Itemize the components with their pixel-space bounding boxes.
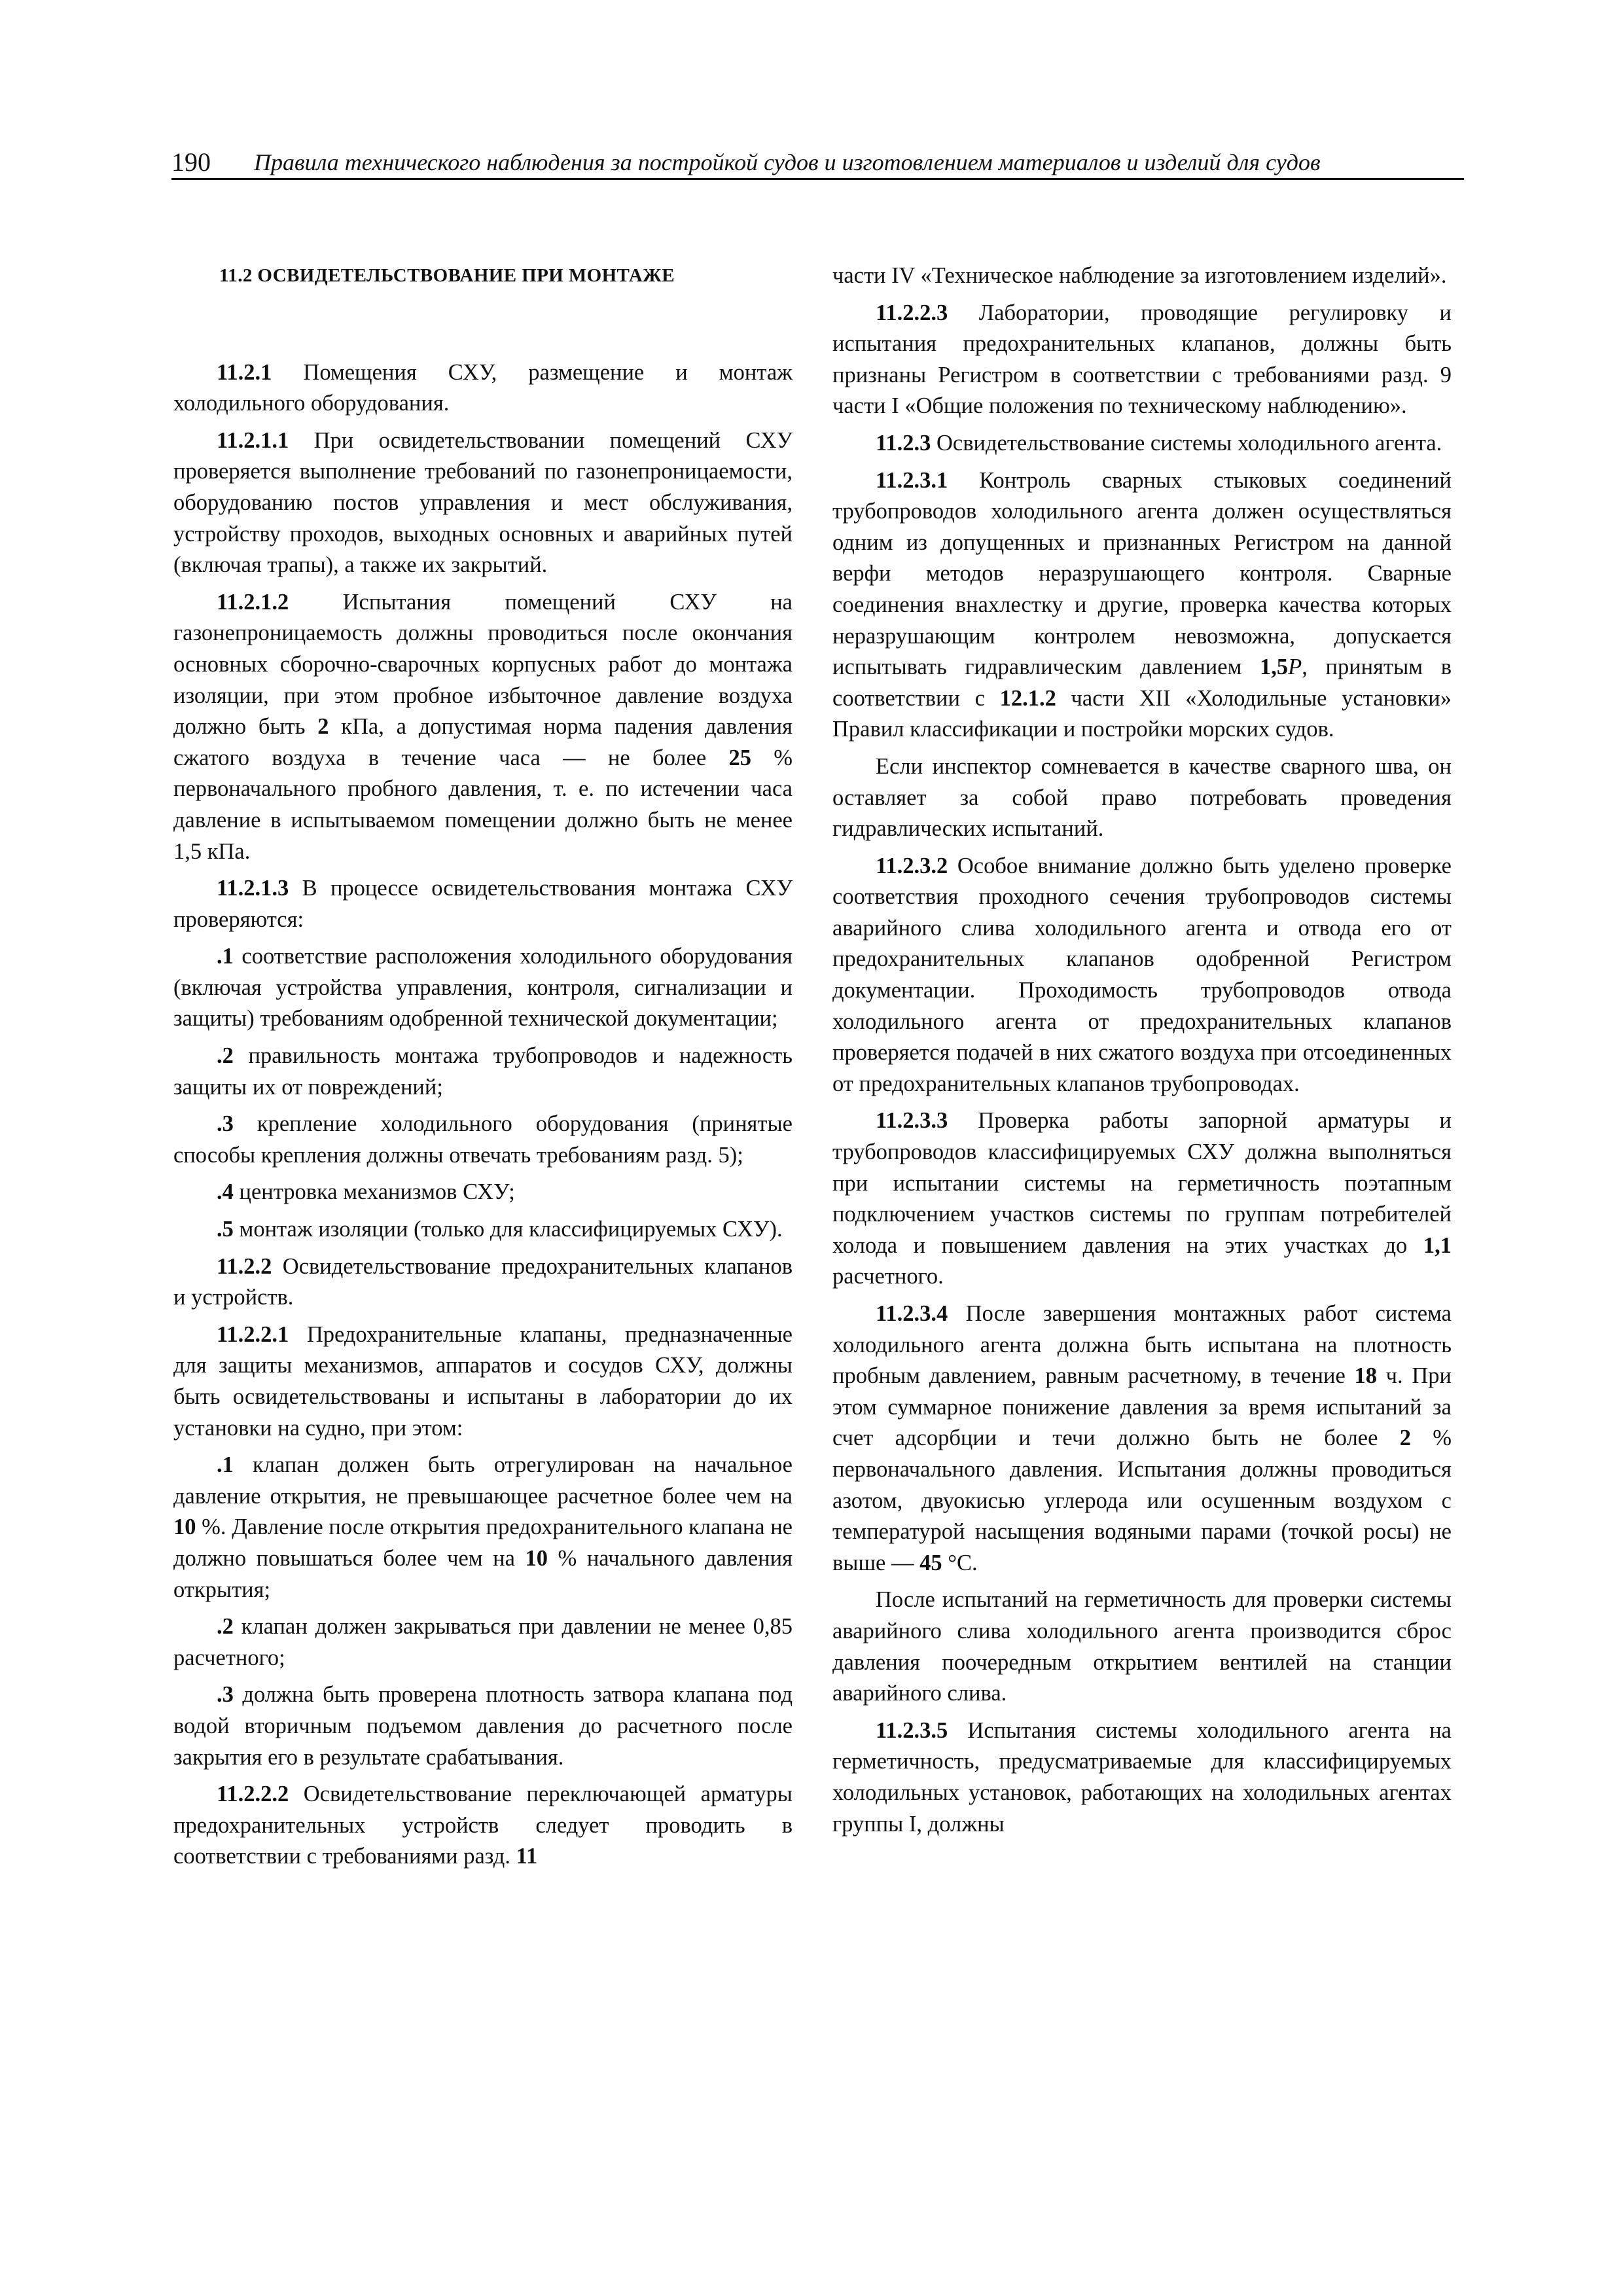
paragraph: Если инспектор сомневается в качестве сварного шва, он оставляет за собой право потребовать проведения гидравлических испытаний. bbox=[832, 753, 1452, 842]
paragraph: 11.2.3.1 Контроль сварных стыковых соединений трубопроводов холодильного агента должен осуществляться одним из допущенных и признанных Регистром на данной верфи методов неразрушающего контроля. Сварные соединения внахлестку и другие, проверка качества которых неразрушающим контролем невозможна, допускается испытывать гидравлическим давлением 1,5P, принятым в соответствии с 12.1.2 части XII «Холодильные установки» Правил классификации и постройки морских судов. bbox=[832, 467, 1452, 742]
list-item: .1 клапан должен быть отрегулирован на начальное давление открытия, не превышающее расчетное более чем на 10 %. Давление после открытия предохранительного клапана не должно повышаться более чем на 10 % начального давления открытия; bbox=[173, 1452, 793, 1602]
list-item: .5 монтаж изоляции (только для классифицируемых СХУ). bbox=[217, 1217, 783, 1242]
paragraph: 11.2.3.4 После завершения монтажных работ система холодильного агента должна быть испытана на плотность пробным давлением, равным расчетному, в течение 18 ч. При этом суммарное понижение давления за время испытаний за счет адсорбции и течи должно быть не более 2 % первоначального давления. Испытания должны проводиться азотом, двуокисью углерода или осушенным воздухом с температурой насыщения водяными парами (точкой росы) не выше — 45 °С. bbox=[832, 1301, 1452, 1575]
paragraph: 11.2.3.3 Проверка работы запорной арматуры и трубопроводов классифицируемых СХУ должна выполняться при испытании системы на герметичность поэтапным подключением участков системы по группам потребителей холода и повышением давления на этих участках до 1,1 расчетного. bbox=[832, 1108, 1452, 1289]
list-item: .2 правильность монтажа трубопроводов и надежность защиты их от повреждений; bbox=[173, 1043, 793, 1100]
paragraph: 11.2.2.2 Освидетельствование переключающей арматуры предохранительных устройств следует проводить в соответствии с требованиями разд. 11 bbox=[173, 1782, 793, 1869]
paragraph: 11.2.1.2 Испытания помещений СХУ на газонепроницаемость должны проводиться после окончания основных сборочно-сварочных корпусных работ до монтажа изоляции, при этом пробное избыточное давление воздуха должно быть 2 кПа, а допустимая норма падения давления сжатого воздуха в течение часа — не более 25 % первоначального пробного давления, т. е. по истечении часа давление в испытываемом помещении должно быть не менее 1,5 кПа. bbox=[173, 589, 793, 864]
paragraph: 11.2.3 Освидетельствование системы холодильного агента. bbox=[876, 430, 1442, 456]
paragraph: 11.2.3.5 Испытания системы холодильного агента на герметичность, предусматриваемые для классифицируемых холодильных установок, работающих на холодильных агентах группы I, должны bbox=[832, 1717, 1452, 1837]
paragraph: части IV «Техническое наблюдение за изготовлением изделий». bbox=[832, 263, 1447, 288]
running-title: Правила технического наблюдения за постройкой судов и изготовлением материалов и изделий для судов bbox=[254, 149, 1321, 175]
paragraph: 11.2.2 Освидетельствование предохранительных клапанов и устройств. bbox=[173, 1253, 793, 1310]
paragraph: 11.2.1.1 При освидетельствовании помещений СХУ проверяется выполнение требований по газонепроницаемости, оборудованию постов управления и мест обслуживания, устройству проходов, выходных основных и аварийных путей (включая трапы), а также их закрытий. bbox=[173, 427, 793, 578]
list-item: .1 соответствие расположения холодильного оборудования (включая устройства управления, контроля, сигнализации и защиты) требованиям одобренной технической документации; bbox=[173, 944, 793, 1031]
paragraph: 11.2.1 Помещения СХУ, размещение и монтаж холодильного оборудования. bbox=[173, 359, 793, 416]
section-title: 11.2 ОСВИДЕТЕЛЬСТВОВАНИЕ ПРИ МОНТАЖЕ bbox=[219, 265, 675, 286]
paragraph: 11.2.2.1 Предохранительные клапаны, предназначенные для защиты механизмов, аппаратов и сосудов СХУ, должны быть освидетельствованы и испытаны в лаборатории до их установки на судно, при этом: bbox=[173, 1321, 793, 1441]
paragraph: 11.2.3.2 Особое внимание должно быть уделено проверке соответствия проходного сечения трубопроводов системы аварийного слива холодильного агента и отвода его от предохранительных клапанов одобренной Регистром документации. Проходимость трубопроводов отвода холодильного агента от предохранительных клапанов проверяется подачей в них сжатого воздуха при отсоединенных от предохранительных клапанов трубопроводах. bbox=[832, 853, 1452, 1096]
list-item: .3 должна быть проверена плотность затвора клапана под водой вторичным подъемом давления до расчетного после закрытия его в результате срабатывания. bbox=[173, 1682, 793, 1770]
paragraph: 11.2.1.3 В процессе освидетельствования монтажа СХУ проверяются: bbox=[173, 876, 793, 932]
list-item: .2 клапан должен закрываться при давлении не менее 0,85 расчетного; bbox=[173, 1614, 793, 1670]
list-item: .3 крепление холодильного оборудования (принятые способы крепления должны отвечать требованиям разд. 5); bbox=[173, 1111, 793, 1168]
left-column bbox=[173, 260, 793, 1878]
right-column bbox=[832, 260, 1452, 1846]
page-number: 190 bbox=[171, 147, 211, 177]
list-item: .4 центровка механизмов СХУ; bbox=[217, 1179, 515, 1205]
page-header bbox=[171, 145, 1464, 180]
paragraph: 11.2.2.3 Лаборатории, проводящие регулировку и испытания предохранительных клапанов, должны быть признаны Регистром в соответствии с требованиями разд. 9 части I «Общие положения по техническому наблюдению». bbox=[832, 300, 1452, 419]
paragraph: После испытаний на герметичность для проверки системы аварийного слива холодильного агента производится сброс давления поочередным открытием вентилей на станции аварийного слива. bbox=[832, 1587, 1452, 1706]
